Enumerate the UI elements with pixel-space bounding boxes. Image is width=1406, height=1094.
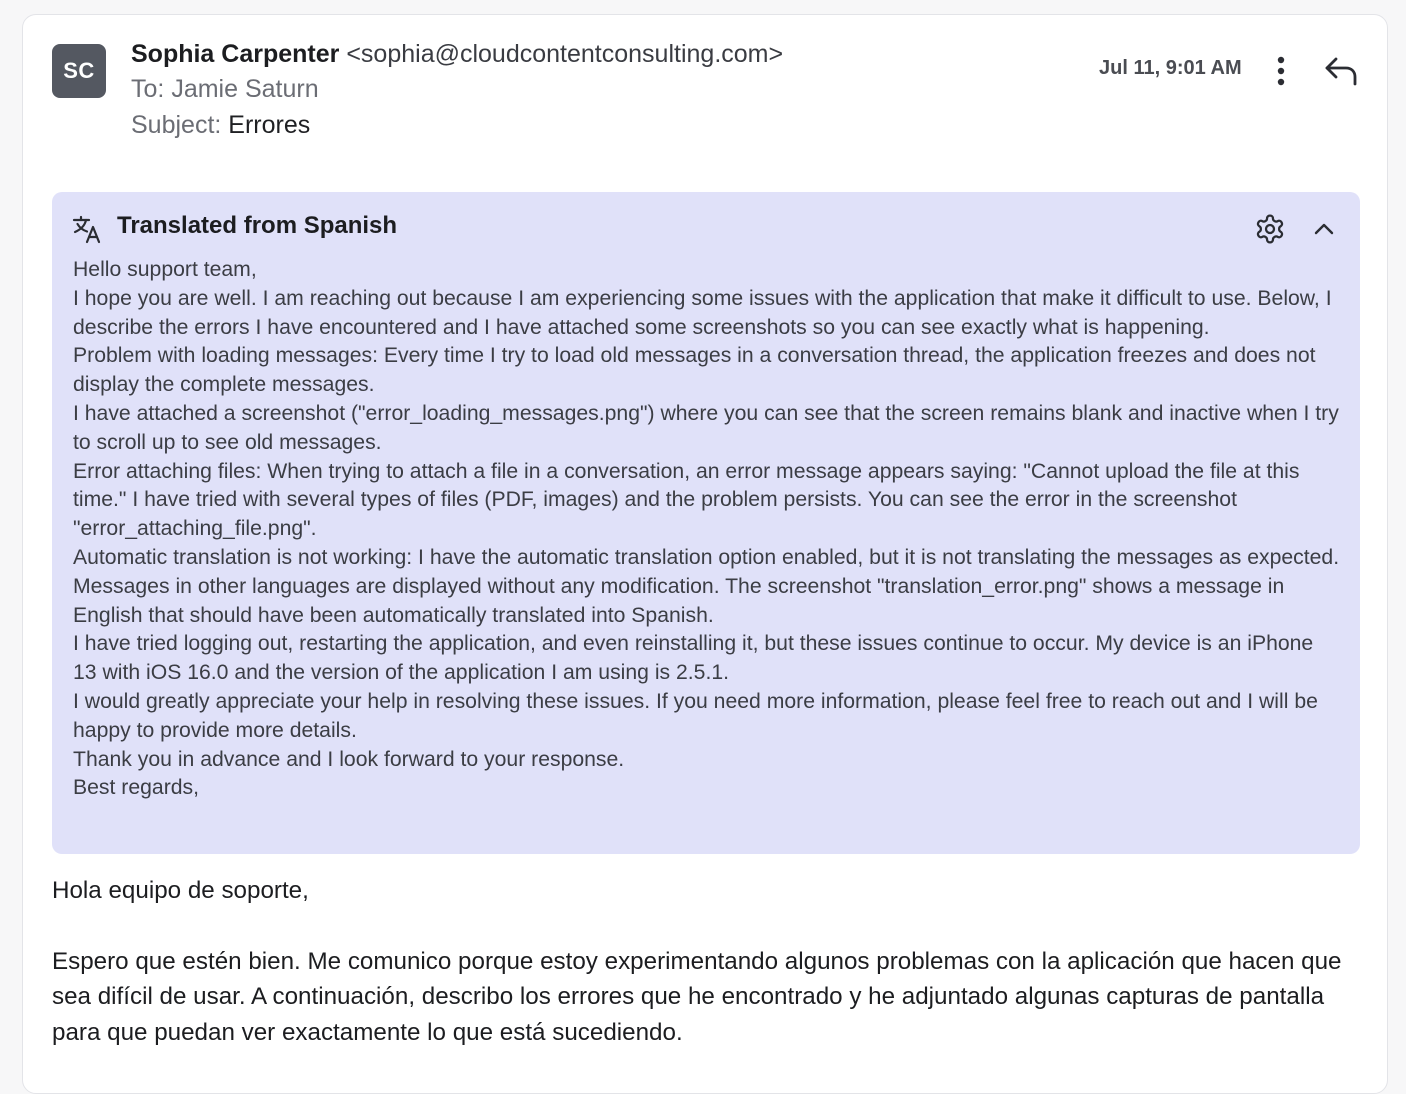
from-line <box>131 37 783 71</box>
translation-line: Problem with loading messages: Every time I try to load old messages in a conversation thread, the application freezes and does not display the complete messages. <box>73 344 1316 397</box>
to-line <box>131 71 783 107</box>
reply-button[interactable] <box>1321 51 1361 91</box>
sender-email[interactable]: <sophia@cloudcontentconsulting.com> <box>346 40 784 68</box>
translation-body <box>73 256 1341 803</box>
translation-panel <box>52 192 1360 854</box>
to-recipient[interactable]: Jamie Saturn <box>171 75 319 103</box>
translation-settings-button[interactable] <box>1254 213 1286 245</box>
subject-label: Subject: <box>131 111 222 139</box>
original-paragraph: Hola equipo de soporte, <box>52 877 309 904</box>
original-message-body <box>52 873 1372 1085</box>
subject-value: Errores <box>228 111 311 139</box>
email-header <box>131 37 783 143</box>
translate-icon <box>72 214 102 244</box>
gear-icon <box>1254 213 1286 245</box>
translation-line: Best regards, <box>73 776 200 800</box>
email-message-card <box>22 14 1388 1094</box>
reply-icon <box>1324 56 1358 86</box>
email-date: Jul 11, 9:01 AM <box>1099 57 1242 79</box>
to-label: To: <box>131 75 165 103</box>
translation-line: I would greatly appreciate your help in resolving these issues. If you need more information, please feel free to reach out and I will be happy to provide more details. <box>73 689 1318 742</box>
avatar: SC <box>52 44 106 98</box>
original-paragraph: Espero que estén bien. Me comunico porque estoy experimentando algunos problemas con la aplicación que hacen que sea difícil de usar. A continuación, describo los errores que he encontrado y he adjuntado algunas capturas de pantalla para que puedan ver exactamente lo que está sucediendo. <box>52 947 1342 1046</box>
translation-line: I hope you are well. I am reaching out because I am experiencing some issues with the application that make it difficult to use. Below, I describe the errors I have encountered and I have attached some screenshots so you can see exactly what is happening. <box>73 286 1332 339</box>
translation-line: I have attached a screenshot ("error_loading_messages.png") where you can see that the screen remains blank and inactive when I try to scroll up to see old messages. <box>73 401 1339 454</box>
translation-line: Automatic translation is not working: I have the automatic translation option enabled, but it is not translating the messages as expected. Messages in other languages are displayed without any modification. The screenshot "translation_error.png" shows a message in English that should have been automatically translated into Spanish. <box>73 545 1340 627</box>
translation-line: Hello support team, <box>73 258 257 281</box>
collapse-translation-button[interactable] <box>1308 213 1340 245</box>
translation-title: Translated from Spanish <box>117 212 398 239</box>
translation-line: I have tried logging out, restarting the application, and even reinstalling it, but these issues continue to occur. My device is an iPhone 13 with iOS 16.0 and the version of the application I am using is 2.5.1. <box>73 632 1314 685</box>
sender-name[interactable]: Sophia Carpenter <box>131 40 340 68</box>
translation-line: Thank you in advance and I look forward to your response. <box>73 747 625 771</box>
subject-line <box>131 107 783 143</box>
more-vertical-icon <box>1277 56 1285 86</box>
more-options-button[interactable] <box>1267 51 1295 91</box>
chevron-up-icon <box>1308 213 1340 245</box>
translation-line: Error attaching files: When trying to attach a file in a conversation, an error message appears saying: "Cannot upload the file at this time." I have tried with several types of files (PDF, images) and the problem persists. You can see the error in the screenshot "error_attaching_file.png". <box>73 459 1300 541</box>
